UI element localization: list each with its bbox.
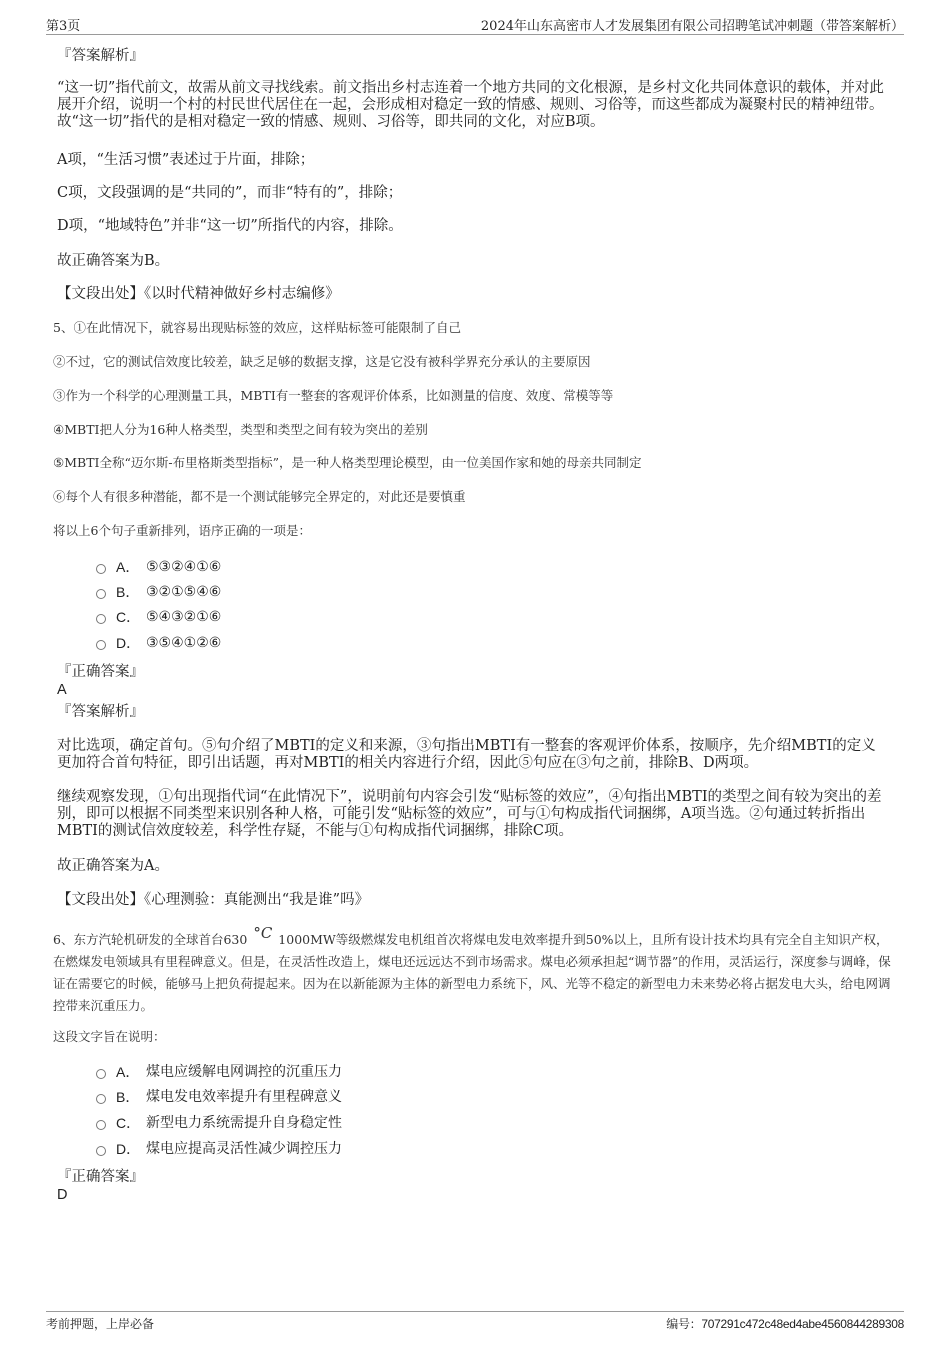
document-id: 编号：707291c472c48ed4abe4560844289308 bbox=[666, 1317, 904, 1331]
q6-stem-rest: 1000MW等级燃煤发电机组首次将煤电发电效率提升到50%以上，且所有设计技术均具有完全自主知识产权，在燃煤发电领域具有里程碑意义。但是，在灵活性改造上，煤电还远远达不到市场需求。煤电必须承担起“调节器”的作用，灵活运行，深度参与调峰，保证在需要它的时候，能够马上把负荷提起来。因为在以新能源为主体的新型电力系统下，风、光等不稳定的新型电力未来势必将占据发电大头，给电网调控带来沉重压力。 bbox=[53, 932, 891, 1013]
q5-prompt: 将以上6个句子重新排列，语序正确的一项是： bbox=[53, 523, 311, 538]
q6-prompt: 这段文字旨在说明： bbox=[53, 1029, 166, 1044]
q4-analysis-paragraph: “这一切”指代前文，故需从前文寻找线索。前文指出乡村志连着一个地方共同的文化根源，是乡村文化共同体意识的载体，并对此展开介绍，说明一个村的村民世代居住在一起，会形成相对稳定一致的情感、规则、习俗等，而这些都成为凝聚村民的精神纽带。故“这一切”指代的是相对稳定一致的情感、规则、习俗等，即共同的文化，对应B项。 bbox=[57, 80, 884, 130]
q5-analysis-label: 『答案解析』 bbox=[57, 704, 144, 720]
page-number: 第3页 bbox=[46, 19, 81, 34]
option-letter: D． bbox=[116, 635, 141, 651]
q6-answer: D bbox=[57, 1187, 68, 1203]
radio-icon[interactable] bbox=[96, 1069, 106, 1079]
q4-analysis-label: 『答案解析』 bbox=[57, 48, 144, 64]
q6-option-a[interactable] bbox=[96, 1062, 342, 1082]
footer-slogan: 考前押题，上岸必备 bbox=[46, 1317, 155, 1331]
q5-sentence-4: ④MBTI把人分为16种人格类型，类型和类型之间有较为突出的差别 bbox=[53, 422, 428, 437]
radio-icon[interactable] bbox=[96, 1094, 106, 1104]
option-text: 煤电发电效率提升有里程碑意义 bbox=[146, 1089, 342, 1105]
q5-sentence-2: ②不过，它的测试信效度比较差，缺乏足够的数据支撑，这是它没有被科学界充分承认的主要原因 bbox=[53, 354, 591, 369]
radio-icon[interactable] bbox=[96, 1146, 106, 1156]
q5-answer-label: 『正确答案』 bbox=[57, 664, 144, 680]
q5-analysis-paragraph-2: 继续观察发现，①句出现指代词“在此情况下”，说明前句内容会引发“贴标签的效应”，④句指出MBTI的类型之间有较为突出的差别，即可以根据不同类型来识别各种人格，可能引发“贴标签的效应”，可与①句构成指代词捆绑，A项当选。②句通过转折指出MBTI的测试信效度较差，科学性存疑，不能与①句构成指代词捆绑，排除C项。 bbox=[57, 789, 882, 839]
q6-option-b[interactable] bbox=[96, 1087, 342, 1107]
q5-sentence-6: ⑥每个人有很多种潜能，都不是一个测试能够完全界定的，对此还是要慎重 bbox=[53, 489, 466, 504]
option-letter: B． bbox=[116, 584, 140, 600]
q6-answer-label: 『正确答案』 bbox=[57, 1169, 144, 1185]
q6-option-c[interactable] bbox=[96, 1113, 342, 1133]
page-footer bbox=[46, 1311, 904, 1332]
radio-icon[interactable] bbox=[96, 640, 106, 650]
q4-analysis-option-a: A项，“生活习惯”表述过于片面，排除； bbox=[57, 152, 315, 168]
q6-stem bbox=[53, 924, 898, 1017]
q4-conclusion: 故正确答案为B。 bbox=[57, 253, 170, 269]
radio-icon[interactable] bbox=[96, 589, 106, 599]
q5-option-a[interactable] bbox=[96, 557, 221, 577]
option-text: ⑤③②④①⑥ bbox=[146, 559, 222, 575]
option-text: 煤电应提高灵活性减少调控压力 bbox=[146, 1141, 342, 1157]
option-text: ③②①⑤④⑥ bbox=[146, 584, 222, 600]
q5-option-c[interactable] bbox=[96, 607, 221, 627]
q5-analysis-paragraph-1: 对比选项，确定首句。⑤句介绍了MBTI的定义和来源，③句指出MBTI有一整套的客观评价体系，按顺序，先介绍MBTI的定义更加符合首句特征，即引出话题，再对MBTI的相关内容进行介绍，因此⑤句应在③句之前，排除B、D两项。 bbox=[57, 738, 876, 771]
q6-option-d[interactable] bbox=[96, 1139, 342, 1159]
option-text: 煤电应缓解电网调控的沉重压力 bbox=[146, 1064, 342, 1080]
option-text: ③⑤④①②⑥ bbox=[146, 635, 222, 651]
option-letter: D． bbox=[116, 1141, 141, 1157]
option-letter: B． bbox=[116, 1089, 140, 1105]
degree-celsius-symbol: °C bbox=[253, 924, 273, 942]
radio-icon[interactable] bbox=[96, 614, 106, 624]
q5-sentence-5: ⑤MBTI全称“迈尔斯-布里格斯类型指标”，是一种人格类型理论模型，由一位美国作家和她的母亲共同制定 bbox=[53, 455, 642, 470]
option-text: ⑤④③②①⑥ bbox=[146, 609, 222, 625]
radio-icon[interactable] bbox=[96, 1120, 106, 1130]
q5-option-d[interactable] bbox=[96, 633, 221, 653]
q4-analysis-option-d: D项，“地域特色”并非“这一切”所指代的内容，排除。 bbox=[57, 218, 403, 234]
option-letter: C． bbox=[116, 1115, 141, 1131]
option-text: 新型电力系统需提升自身稳定性 bbox=[146, 1115, 342, 1131]
option-letter: A． bbox=[116, 559, 140, 575]
q5-source: 【文段出处】《心理测验：真能测出“我是谁”吗》 bbox=[57, 892, 370, 908]
q6-stem-start: 6、东方汽轮机研发的全球首台630 bbox=[53, 932, 248, 947]
q5-sentence-3: ③作为一个科学的心理测量工具，MBTI有一整套的客观评价体系，比如测量的信度、效度、常模等等 bbox=[53, 388, 614, 403]
q5-conclusion: 故正确答案为A。 bbox=[57, 858, 169, 874]
option-letter: A． bbox=[116, 1064, 140, 1080]
q5-option-b[interactable] bbox=[96, 582, 221, 602]
q4-analysis-option-c: C项，文段强调的是“共同的”，而非“特有的”，排除； bbox=[57, 185, 403, 201]
q5-answer: A bbox=[57, 682, 67, 698]
q4-source: 【文段出处】《以时代精神做好乡村志编修》 bbox=[57, 286, 340, 302]
option-letter: C． bbox=[116, 609, 141, 625]
document-title: 2024年山东高密市人才发展集团有限公司招聘笔试冲刺题（带答案解析） bbox=[480, 19, 904, 34]
radio-icon[interactable] bbox=[96, 564, 106, 574]
q5-sentence-1: 5、①在此情况下，就容易出现贴标签的效应，这样贴标签可能限制了自己 bbox=[53, 320, 461, 335]
page-header bbox=[46, 12, 904, 35]
